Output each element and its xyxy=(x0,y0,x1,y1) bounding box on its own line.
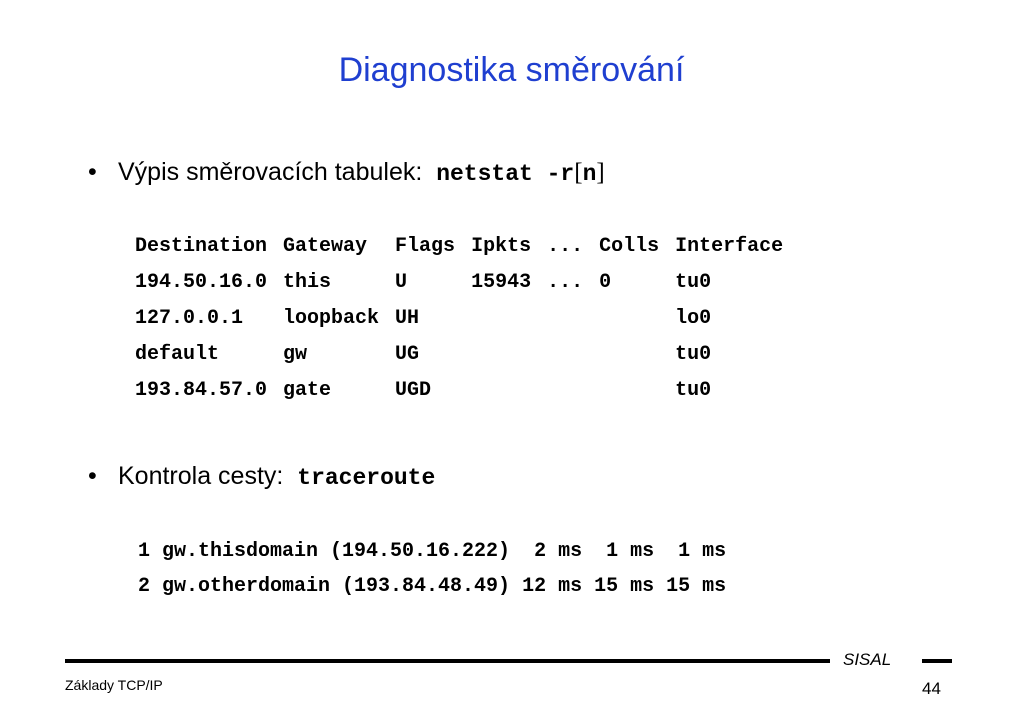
cell-flags: UGD xyxy=(395,379,432,402)
cell-interface: tu0 xyxy=(675,343,712,366)
table-row xyxy=(135,337,799,373)
netstat-command: netstat -r xyxy=(436,161,575,187)
cell-flags: U xyxy=(395,271,408,294)
bullet-netstat-text: Výpis směrovacích tabulek: xyxy=(118,158,423,186)
trace-line-2: 2 gw.otherdomain (193.84.48.49) 12 ms 15 ms 15 ms xyxy=(138,575,727,598)
header-gateway: Gateway xyxy=(283,235,368,258)
footer-divider-left xyxy=(65,659,830,663)
bullet-traceroute xyxy=(88,460,435,494)
cell-interface: lo0 xyxy=(675,307,712,330)
cell-colls xyxy=(599,373,675,409)
bullet-dot: • xyxy=(88,462,97,490)
cell-gateway: loopback xyxy=(283,307,380,330)
table-row xyxy=(135,373,799,409)
cell-ipkts: 15943 xyxy=(471,271,532,294)
cell-interface: tu0 xyxy=(675,379,712,402)
header-colls: Colls xyxy=(599,235,660,258)
header-ipkts: Ipkts xyxy=(471,235,532,258)
traceroute-command: traceroute xyxy=(297,465,436,491)
cell-ellipsis xyxy=(547,337,599,373)
cell-flags: UG xyxy=(395,343,420,366)
cell-destination: default xyxy=(135,343,220,366)
cell-colls xyxy=(599,301,675,337)
trace-line-1: 1 gw.thisdomain (194.50.16.222) 2 ms 1 ms 1 ms xyxy=(138,540,727,563)
footer-logo-sisal: SISAL xyxy=(843,650,892,669)
cell-destination: 127.0.0.1 xyxy=(135,307,244,330)
netstat-option-n: n xyxy=(582,161,597,187)
cell-ellipsis xyxy=(547,301,599,337)
cell-flags: UH xyxy=(395,307,420,330)
cell-colls xyxy=(599,337,675,373)
cell-destination: 193.84.57.0 xyxy=(135,379,268,402)
cell-ipkts xyxy=(471,301,547,337)
cell-ellipsis: ... xyxy=(547,271,584,294)
cell-ellipsis xyxy=(547,373,599,409)
bullet-netstat xyxy=(88,156,605,190)
option-bracket-close: ] xyxy=(596,159,605,186)
cell-gateway: gate xyxy=(283,379,332,402)
header-destination: Destination xyxy=(135,235,268,258)
header-flags: Flags xyxy=(395,235,456,258)
header-interface: Interface xyxy=(675,235,784,258)
slide-title: Diagnostika směrování xyxy=(338,51,685,89)
cell-interface: tu0 xyxy=(675,271,712,294)
option-bracket-open: [ xyxy=(574,159,583,186)
routing-table xyxy=(135,229,799,409)
footer-course-title: Základy TCP/IP xyxy=(65,677,163,693)
cell-destination: 194.50.16.0 xyxy=(135,271,268,294)
cell-gateway: this xyxy=(283,271,332,294)
footer-divider-right xyxy=(922,659,952,663)
cell-ipkts xyxy=(471,373,547,409)
page-number: 44 xyxy=(922,679,941,698)
routing-table-header xyxy=(135,229,799,265)
header-ellipsis: ... xyxy=(547,235,584,258)
cell-colls: 0 xyxy=(599,271,612,294)
table-row xyxy=(135,301,799,337)
cell-gateway: gw xyxy=(283,343,308,366)
bullet-traceroute-text: Kontrola cesty: xyxy=(118,462,284,490)
bullet-dot: • xyxy=(88,158,97,186)
cell-ipkts xyxy=(471,337,547,373)
table-row xyxy=(135,265,799,301)
